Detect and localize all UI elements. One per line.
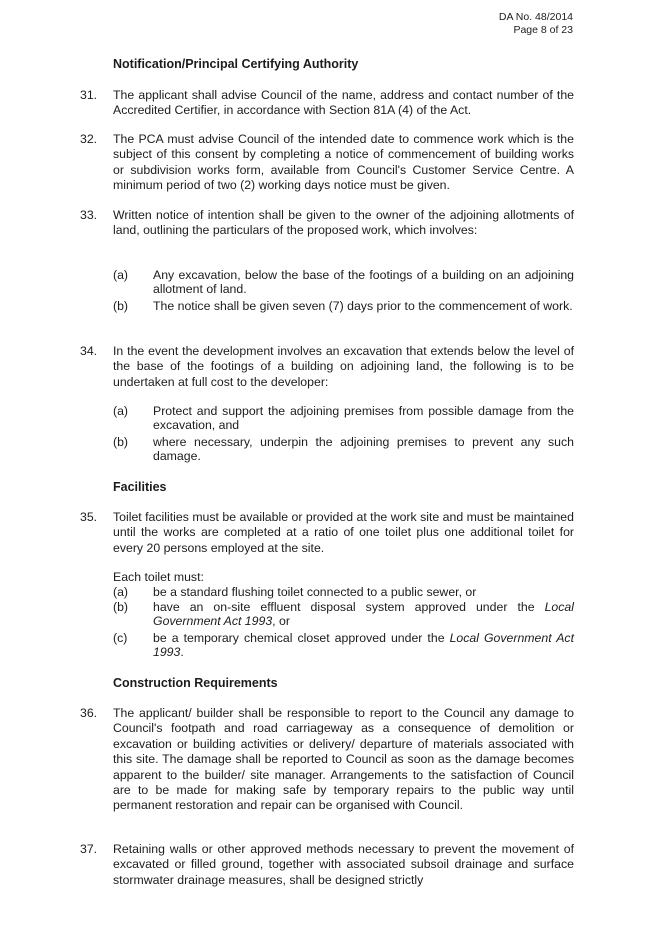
clause-number: 31. [80,88,98,102]
each-toilet-text: Each toilet must: [113,570,204,584]
clause-number: 33. [80,208,98,222]
item-text: be a standard flushing toilet connected to a public sewer, or [153,585,477,599]
section-heading-notification: Notification/Principal Certifying Authority [113,57,359,71]
clause-text: The PCA must advise Council of the intended date to commence work which is the subject of this consent by completing a notice of commencement of building works or subdivision works form, available from Council's Customer Service Centre. A minimum period of two (2) working days notice must be given. [113,132,574,193]
item-label: (c) [113,631,128,645]
item-text: The notice shall be given seven (7) days prior to the commencement of work. [153,299,573,313]
item-text [153,600,574,628]
clause-text: Written notice of intention shall be given to the owner of the adjoining allotments of land, outlining the particulars of the proposed work, which involves: [113,208,574,238]
item-text [153,631,574,659]
item-text-part: be a temporary chemical closet approved under the [153,631,450,645]
section-heading-facilities: Facilities [113,480,167,494]
clause-number: 32. [80,132,98,146]
item-text-part: . [180,645,184,659]
clause-text: In the event the development involves an excavation that extends below the level of the base of the footings of a building on adjoining land, the following is to be undertaken at full cost to the developer: [113,344,574,389]
item-label: (a) [113,585,129,599]
item-label: (b) [113,600,129,614]
da-number: DA No. 48/2014 [498,11,573,23]
clause-text: Retaining walls or other approved methods necessary to prevent the movement of excavated or filled ground, together with associated subsoil drainage and surface stormwater drainage measures, shall be designed strictly [113,842,574,887]
clause-number: 37. [80,842,98,856]
item-label: (a) [113,404,129,418]
item-text-part: , or [272,614,290,628]
item-label: (b) [113,299,129,313]
act-name: Local Government Act 1993 [153,631,574,659]
clause-number: 34. [80,344,98,358]
clause-number: 36. [80,706,98,720]
page-header [499,11,573,37]
item-text-part: have an on-site effluent disposal system approved under the [153,600,545,614]
clause-text: The applicant shall advise Council of the name, address and contact number of the Accredited Certifier, in accordance with Section 81A (4) of the Act. [113,88,574,118]
item-text: where necessary, underpin the adjoining premises to prevent any such damage. [153,435,574,463]
item-label: (a) [113,268,129,282]
item-text: Protect and support the adjoining premises from possible damage from the excavation, and [153,404,574,432]
section-heading-construction: Construction Requirements [113,676,278,690]
clause-text: The applicant/ builder shall be responsible to report to the Council any damage to Council's footpath and road carriageway as a consequence of demolition or excavation or building activities or delivery/ departure of materials associated with this site. The damage shall be reported to Council as soon as the damage becomes apparent to the builder/ site manager. Arrangements to the satisfaction of Council are to be made for making safe by temporary repairs to the public way until permanent restoration and repair can be organised with Council. [113,706,574,813]
clause-number: 35. [80,510,98,524]
page-number: Page 8 of 23 [513,24,573,36]
item-text: Any excavation, below the base of the footings of a building on an adjoining allotment of land. [153,268,574,296]
item-label: (b) [113,435,129,449]
clause-text: Toilet facilities must be available or provided at the work site and must be maintained until the works are completed at a ratio of one toilet plus one additional toilet for every 20 persons employed at the site. [113,510,574,555]
act-name: Local Government Act 1993 [153,600,574,628]
